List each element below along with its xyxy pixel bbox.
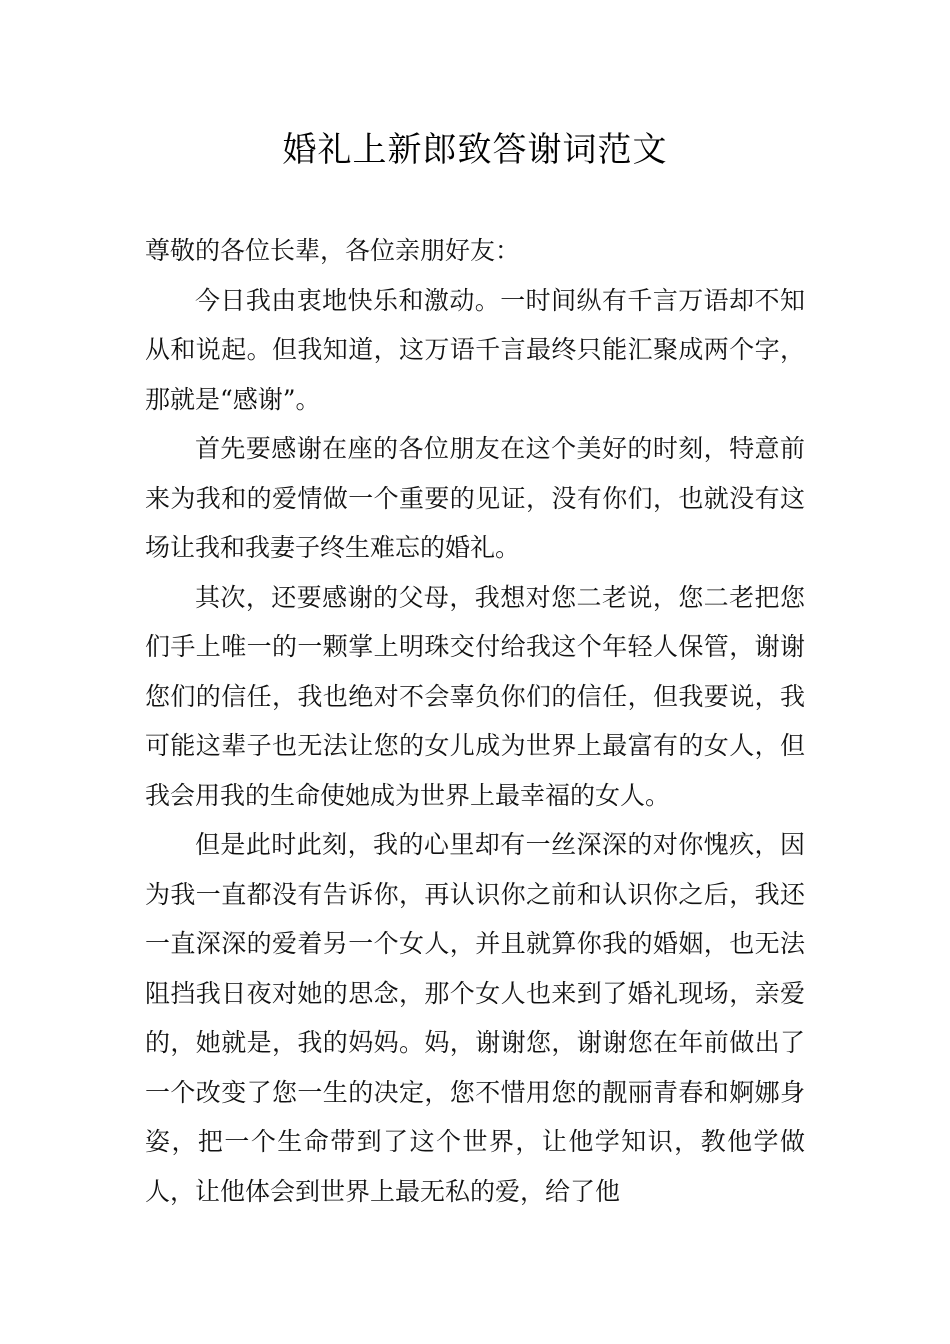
paragraph-2: 首先要感谢在座的各位朋友在这个美好的时刻，特意前来为我和的爱情做一个重要的见证，没有你们，也就没有这场让我和我妻子终生难忘的婚礼。 [145,434,805,562]
salutation: 尊敬的各位长辈，各位亲朋好友： [145,236,521,265]
document-body [145,226,805,1216]
paragraph-3: 其次，还要感谢的父母，我想对您二老说，您二老把您们手上唯一的一颗掌上明珠交付给我这个年轻人保管，谢谢您们的信任，我也绝对不会辜负你们的信任，但我要说，我可能这辈子也无法让您的女儿成为世界上最富有的女人，但我会用我的生命使她成为世界上最幸福的女人。 [145,582,805,810]
paragraph-1: 今日我由衷地快乐和激动。一时间纵有千言万语却不知从和说起。但我知道，这万语千言最终只能汇聚成两个字，那就是“感谢”。 [145,285,805,414]
paragraph-4: 但是此时此刻，我的心里却有一丝深深的对你愧疚，因为我一直都没有告诉你，再认识你之前和认识你之后，我还一直深深的爱着另一个女人，并且就算你我的婚姻，也无法阻挡我日夜对她的思念，那个女人也来到了婚礼现场，亲爱的，她就是，我的妈妈。妈，谢谢您，谢谢您在年前做出了一个改变了您一生的决定，您不惜用您的靓丽青春和婀娜身姿，把一个生命带到了这个世界，让他学知识，教他学做人，让他体会到世界上最无私的爱，给了他 [145,830,805,1206]
document-title: 婚礼上新郎致答谢词范文 [282,130,668,170]
